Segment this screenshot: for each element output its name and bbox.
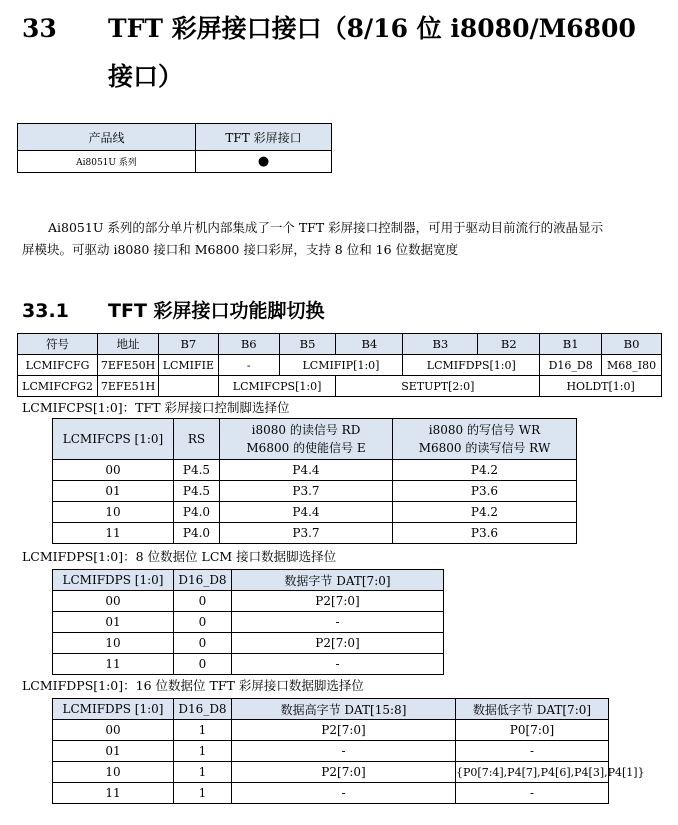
cps-header-rs: RS [174, 419, 220, 460]
cps-table [52, 418, 577, 544]
reg-header-b6: B6 [218, 334, 279, 355]
intro-paragraph [22, 217, 662, 261]
intro-line-2: 屏模块。可驱动 i8080 接口和 M6800 接口彩屏，支持 8 位和 16 位数据宽度 [22, 242, 459, 257]
section-title: TFT 彩屏接口功能脚切换 [108, 300, 325, 322]
reg-symbol: LCMIFCFG2 [18, 376, 98, 397]
table-row [53, 720, 609, 741]
cps-header-write [393, 419, 577, 460]
table-cell: P4.5 [174, 481, 220, 502]
table-cell: 11 [53, 523, 174, 544]
reg-row-lcmifcfg [18, 355, 662, 376]
chapter-title-line2: 接口） [108, 62, 184, 91]
table-cell: P2[7:0] [232, 720, 456, 741]
table-row [53, 762, 609, 783]
table-cell: 01 [53, 741, 174, 762]
table-cell: 11 [53, 654, 174, 675]
table-cell: {P0[7:4],P4[7],P4[6],P4[3],P4[1]} [456, 762, 609, 783]
table-row [53, 460, 577, 481]
section-number: 33.1 [22, 300, 69, 322]
table-cell: 00 [53, 591, 174, 612]
dps8-header-width: D16_D8 [174, 570, 232, 591]
reg-bit [158, 376, 218, 397]
reg-address: 7EFE50H [98, 355, 159, 376]
table-row [53, 783, 609, 804]
table-cell: 10 [53, 633, 174, 654]
reg-header-b2: B2 [478, 334, 540, 355]
table-cell: 10 [53, 762, 174, 783]
reg-bitfield: HOLDT[1:0] [540, 376, 662, 397]
reg-bitfield: SETUPT[2:0] [336, 376, 540, 397]
table-cell: P2[7:0] [232, 762, 456, 783]
table-cell: 01 [53, 612, 174, 633]
cps-header-write-line1: i8080 的写信号 WR [428, 423, 541, 437]
intro-line-1: Ai8051U 系列的部分单片机内部集成了一个 TFT 彩屏接口控制器，可用于驱动目前流行的液晶显示 [48, 220, 604, 235]
table-row [53, 654, 444, 675]
table-cell: 0 [174, 612, 232, 633]
table-cell: 1 [174, 720, 232, 741]
table-cell: - [232, 612, 444, 633]
table-row [53, 523, 577, 544]
table-cell: P0[7:0] [456, 720, 609, 741]
reg-bit: D16_D8 [540, 355, 602, 376]
reg-header-address: 地址 [98, 334, 159, 355]
table-cell: 10 [53, 502, 174, 523]
dps16-header-width: D16_D8 [174, 699, 232, 720]
table-cell: P3.7 [220, 523, 393, 544]
table-cell: 00 [53, 720, 174, 741]
cps-header-select: LCMIFCPS [1:0] [53, 419, 174, 460]
cps-header-read [220, 419, 393, 460]
product-series-cell: Ai8051U 系列 [18, 151, 196, 173]
table-cell: P2[7:0] [232, 633, 444, 654]
table-cell: - [232, 654, 444, 675]
reg-header-b0: B0 [602, 334, 662, 355]
reg-bit: M68_I80 [602, 355, 662, 376]
reg-bitfield: LCMIFIP[1:0] [279, 355, 403, 376]
cps-caption: LCMIFCPS[1:0]：TFT 彩屏接口控制脚选择位 [22, 400, 290, 415]
chapter-title-line1: TFT 彩屏接口接口（8/16 位 i8080/M6800 [108, 14, 636, 43]
cps-header-read-line1: i8080 的读信号 RD [251, 423, 361, 437]
table-row [53, 591, 444, 612]
table-cell: 00 [53, 460, 174, 481]
dps16-table [52, 698, 645, 804]
table-cell: P4.0 [174, 523, 220, 544]
table-cell: P2[7:0] [232, 591, 444, 612]
chapter-number: 33 [22, 14, 57, 43]
table-cell: - [232, 741, 456, 762]
table-cell: 11 [53, 783, 174, 804]
reg-header-b7: B7 [158, 334, 218, 355]
reg-header-b3: B3 [403, 334, 478, 355]
support-dot-cell: ● [196, 151, 332, 173]
table-cell: P4.0 [174, 502, 220, 523]
table-cell: P4.2 [393, 502, 577, 523]
cps-header-read-line2: M6800 的使能信号 E [246, 441, 366, 455]
reg-bit: LCMIFIE [158, 355, 218, 376]
table-cell: P3.6 [393, 523, 577, 544]
table-cell: P3.7 [220, 481, 393, 502]
reg-header-b5: B5 [279, 334, 336, 355]
table-cell: 1 [174, 762, 232, 783]
product-line-header: 产品线 [18, 124, 196, 151]
reg-bit: - [218, 355, 279, 376]
table-row [53, 481, 577, 502]
table-row [53, 502, 577, 523]
reg-bitfield: LCMIFDPS[1:0] [403, 355, 540, 376]
table-cell: 01 [53, 481, 174, 502]
table-row [53, 612, 444, 633]
table-cell: 0 [174, 654, 232, 675]
table-cell: P4.4 [220, 460, 393, 481]
table-cell: P4.2 [393, 460, 577, 481]
table-cell: - [456, 783, 609, 804]
dps16-header-low: 数据低字节 DAT[7:0] [456, 699, 609, 720]
table-cell: 0 [174, 591, 232, 612]
reg-address: 7EFE51H [98, 376, 159, 397]
table-cell: - [456, 741, 609, 762]
table-row [53, 741, 609, 762]
reg-row-lcmifcfg2 [18, 376, 662, 397]
cps-header-write-line2: M6800 的读写信号 RW [418, 441, 551, 455]
dps16-header-select: LCMIFDPS [1:0] [53, 699, 174, 720]
dps8-table [52, 569, 444, 675]
table-cell: P4.5 [174, 460, 220, 481]
table-cell: P3.6 [393, 481, 577, 502]
register-table [17, 333, 662, 397]
table-row [53, 633, 444, 654]
reg-header-b1: B1 [540, 334, 602, 355]
table-cell: - [232, 783, 456, 804]
dps16-caption: LCMIFDPS[1:0]：16 位数据位 TFT 彩屏接口数据脚选择位 [22, 678, 364, 693]
dps8-header-select: LCMIFDPS [1:0] [53, 570, 174, 591]
reg-bitfield: LCMIFCPS[1:0] [218, 376, 336, 397]
table-cell: 1 [174, 783, 232, 804]
dps16-header-high: 数据高字节 DAT[15:8] [232, 699, 456, 720]
product-line-table [17, 123, 332, 173]
table-cell: 0 [174, 633, 232, 654]
reg-symbol: LCMIFCFG [18, 355, 98, 376]
table-cell: P4.4 [220, 502, 393, 523]
reg-header-symbol: 符号 [18, 334, 98, 355]
dps8-caption: LCMIFDPS[1:0]：8 位数据位 LCM 接口数据脚选择位 [22, 549, 337, 564]
table-cell: 1 [174, 741, 232, 762]
reg-header-b4: B4 [336, 334, 403, 355]
tft-interface-header: TFT 彩屏接口 [196, 124, 332, 151]
dps8-header-data: 数据字节 DAT[7:0] [232, 570, 444, 591]
